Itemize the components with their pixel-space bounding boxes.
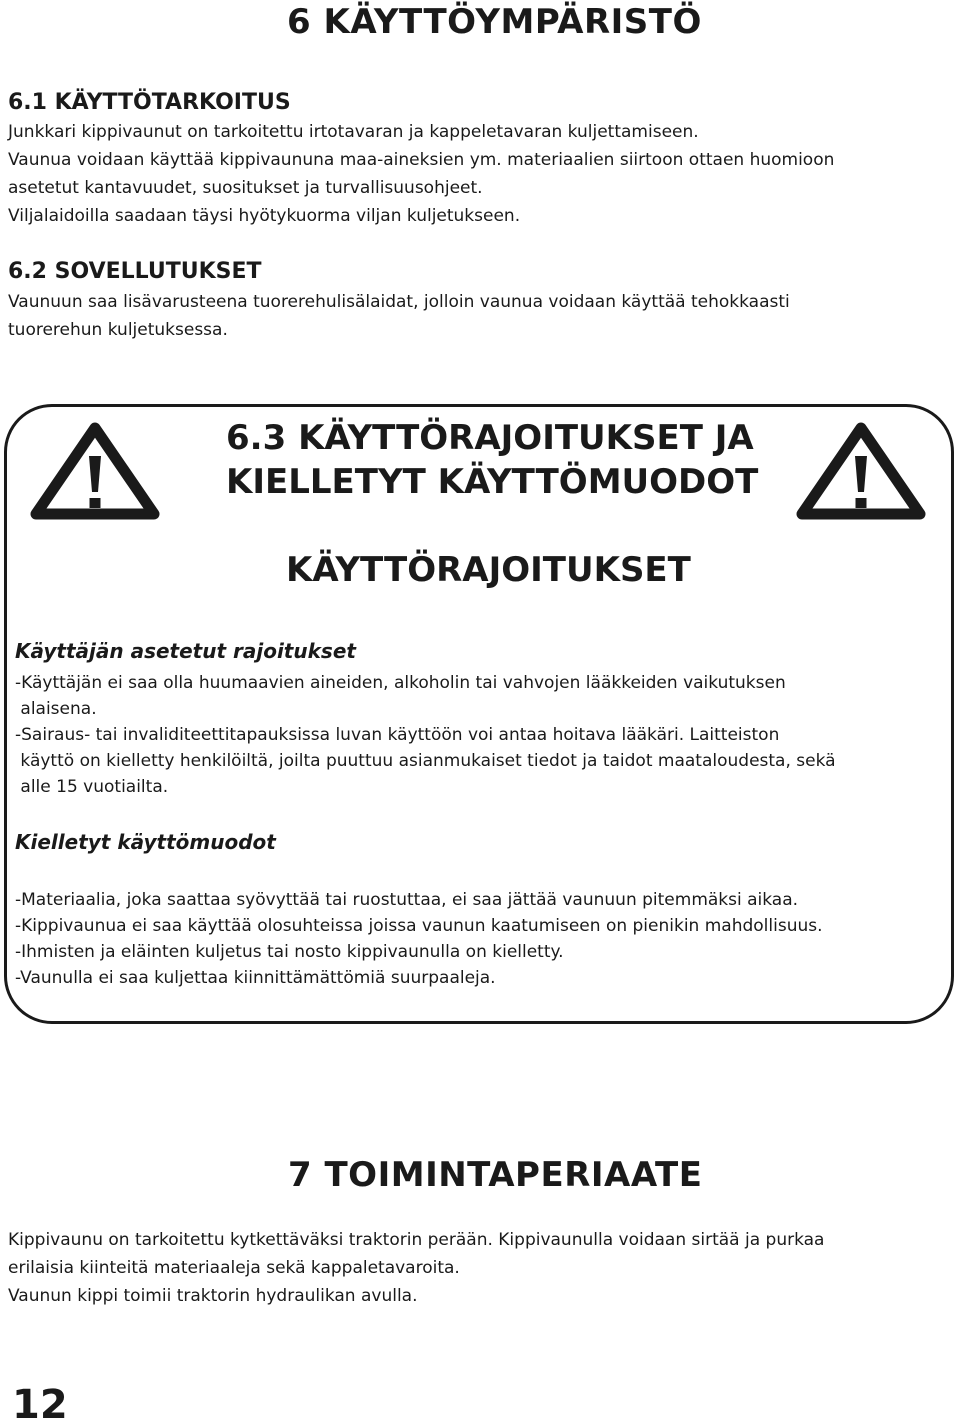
text-line: asetetut kantavuudet, suositukset ja turvallisuusohjeet. bbox=[8, 178, 483, 198]
text-line: Kippivaunu on tarkoitettu kytkettäväksi traktorin perään. Kippivaunulla voidaan sirtää ja purkaa bbox=[8, 1230, 825, 1250]
chapter-title: 6 KÄYTTÖYMPÄRISTÖ bbox=[287, 2, 702, 42]
text-line: Vaunua voidaan käyttää kippivaununa maa-aineksien ym. materiaalien siirtoon ottaen huomioon bbox=[8, 150, 835, 170]
list-item: -Sairaus- tai invaliditeettitapauksissa luvan käyttöön voi antaa hoitava lääkäri. Laitteiston bbox=[15, 725, 780, 745]
list-item: alle 15 vuotiailta. bbox=[15, 777, 169, 797]
text-line: Viljalaidoilla saadaan täysi hyötykuorma viljan kuljetukseen. bbox=[8, 206, 521, 226]
warning-triangle-icon bbox=[26, 418, 164, 522]
list-item: -Materiaalia, joka saattaa syövyttää tai ruostuttaa, ei saa jättää vaunuun pitemmäksi aikaa. bbox=[15, 890, 799, 910]
list-item: käyttö on kielletty henkilöiltä, joilta puuttuu asianmukaiset tiedot ja taidot maataloudesta, sekä bbox=[15, 751, 836, 771]
user-restrictions-title: Käyttäjän asetetut rajoitukset bbox=[15, 639, 356, 663]
warning-triangle-icon bbox=[792, 418, 930, 522]
page-number: 12 bbox=[12, 1382, 68, 1428]
text-line: Vaunuun saa lisävarusteena tuorerehulisälaidat, jolloin vaunua voidaan käyttää tehokkaasti bbox=[8, 292, 790, 312]
text-line: erilaisia kiinteitä materiaaleja sekä kappaletavaroita. bbox=[8, 1258, 460, 1278]
section-heading-6-1: 6.1 KÄYTTÖTARKOITUS bbox=[8, 90, 291, 115]
text-line: Junkkari kippivaunut on tarkoitettu irtotavaran ja kappeletavaran kuljettamiseen. bbox=[8, 122, 699, 142]
list-item: alaisena. bbox=[15, 699, 97, 719]
list-item: -Kippivaunua ei saa käyttää olosuhteissa joissa vaunun kaatumiseen on pienikin mahdollisuus. bbox=[15, 916, 823, 936]
section-heading-6-3 bbox=[226, 416, 758, 504]
section-text-6-2 bbox=[8, 288, 790, 344]
heading-line: 6.3 KÄYTTÖRAJOITUKSET JA bbox=[226, 418, 754, 458]
restrictions-heading: KÄYTTÖRAJOITUKSET bbox=[286, 550, 691, 590]
section-text-6-1 bbox=[8, 118, 834, 230]
chapter-title: 7 TOIMINTAPERIAATE bbox=[288, 1155, 703, 1195]
text-line: tuorerehun kuljetuksessa. bbox=[8, 320, 228, 340]
section-heading-6-2: 6.2 SOVELLUTUKSET bbox=[8, 259, 262, 284]
heading-line: KIELLETYT KÄYTTÖMUODOT bbox=[226, 462, 759, 502]
list-item: -Vaunulla ei saa kuljettaa kiinnittämättömiä suurpaaleja. bbox=[15, 968, 496, 988]
prohibited-uses-title: Kielletyt käyttömuodot bbox=[15, 830, 276, 854]
chapter-7-text bbox=[8, 1226, 824, 1310]
list-item: -Käyttäjän ei saa olla huumaavien aineiden, alkoholin tai vahvojen lääkkeiden vaikutuksen bbox=[15, 673, 786, 693]
prohibited-uses-list bbox=[15, 887, 823, 991]
user-restrictions-list bbox=[15, 670, 836, 800]
text-line: Vaunun kippi toimii traktorin hydraulikan avulla. bbox=[8, 1286, 418, 1306]
list-item: -Ihmisten ja eläinten kuljetus tai nosto kippivaunulla on kielletty. bbox=[15, 942, 564, 962]
